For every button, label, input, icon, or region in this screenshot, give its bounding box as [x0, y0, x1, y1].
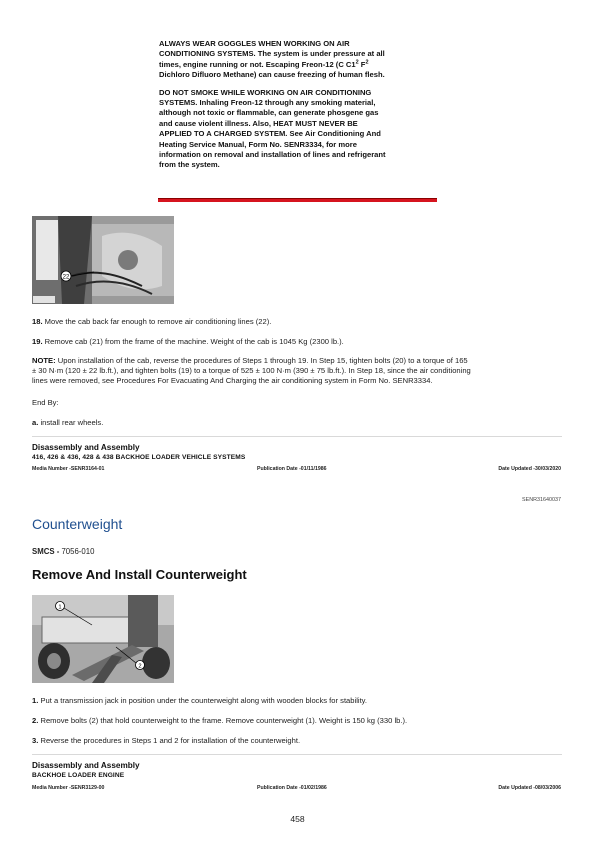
- installation-note: NOTE: Upon installation of the cab, reverse the procedures of Steps 1 through 19. In Step 15, tighten bolts (20) to a torque of 165 ± 30 N·m (120 ± 22 lb.ft.), and tighten bolts (19) to a torque of 525 ± 100 N·m (390 ± 75 lb.ft.). In Step 18, since the air conditioning lines were removed, see Procedures For Evacuating And Charging the air conditioning system in Form No. SENR3334.: [32, 356, 471, 386]
- callout-1: 1: [58, 604, 62, 611]
- ref1-media-number: Media Number -SENR3164-01: [32, 466, 105, 472]
- ref2-publication-date: Publication Date -01/02/1986: [257, 785, 327, 791]
- step-19: 19. Remove cab (21) from the frame of the machine. Weight of the cab is 1045 Kg (2300 lb.).: [32, 337, 344, 346]
- ref2-title: Disassembly and Assembly: [32, 761, 140, 770]
- ref2-subtitle: BACKHOE LOADER ENGINE: [32, 772, 125, 779]
- section-divider: [32, 436, 562, 437]
- ref1-date-updated: Date Updated -30/03/2020: [498, 466, 561, 472]
- callout-22: 22: [62, 274, 70, 281]
- page-number: 458: [290, 814, 305, 824]
- counterweight-photo: [32, 595, 174, 683]
- ref1-title: Disassembly and Assembly: [32, 443, 140, 452]
- document-id: SENR31640037: [522, 497, 561, 503]
- cw-step-3: 3. Reverse the procedures in Steps 1 and 2 for installation of the counterweight.: [32, 736, 301, 745]
- smoking-warning: DO NOT SMOKE WHILE WORKING ON AIR CONDITIONING SYSTEMS. Inhaling Freon-12 through any smoking material, although not toxic or flammable, can generate phosgene gas and cause violent illness. Also, HEAT MUST NEVER BE APPLIED TO A CHARGED SYSTEM. See Air Conditioning And Heating Service Manual, Form No. SENR3334, for more information on removal and installation of lines and refrigerant from the system.: [159, 87, 386, 170]
- ref2-date-updated: Date Updated -08/03/2006: [498, 785, 561, 791]
- warning-block: [159, 39, 437, 178]
- end-by-step-a: a. install rear wheels.: [32, 418, 104, 427]
- cab-lines-photo: [32, 216, 174, 304]
- end-by-label: End By:: [32, 398, 59, 407]
- smcs-code: SMCS - 7056-010: [32, 547, 95, 556]
- ref1-publication-date: Publication Date -01/11/1986: [257, 466, 327, 472]
- section-title: Counterweight: [32, 516, 123, 532]
- callout-2: 2: [138, 663, 142, 670]
- step-18: 18. Move the cab back far enough to remove air conditioning lines (22).: [32, 317, 272, 326]
- cw-step-1: 1. Put a transmission jack in position under the counterweight along with wooden blocks for stability.: [32, 696, 368, 705]
- goggles-warning: ALWAYS WEAR GOGGLES WHEN WORKING ON AIR CONDITIONING SYSTEMS. The system is under pressure at all times, engine running or not. Escaping Freon-12 (C $C1^2$ $F^2$ Dichloro Difluoro Methane) can cause freezing of human flesh.: [159, 39, 385, 80]
- cw-step-2: 2. Remove bolts (2) that hold counterweight to the frame. Remove counterweight (1). Weight is 150 kg (330 lb.).: [32, 716, 408, 725]
- procedure-heading: Remove And Install Counterweight: [32, 567, 247, 582]
- section-divider: [32, 754, 562, 755]
- ref2-media-number: Media Number -SENR3129-00: [32, 785, 105, 791]
- warning-divider-bar: [158, 198, 437, 202]
- ref1-subtitle: 416, 426 & 436, 428 & 438 BACKHOE LOADER VEHICLE SYSTEMS: [32, 454, 246, 461]
